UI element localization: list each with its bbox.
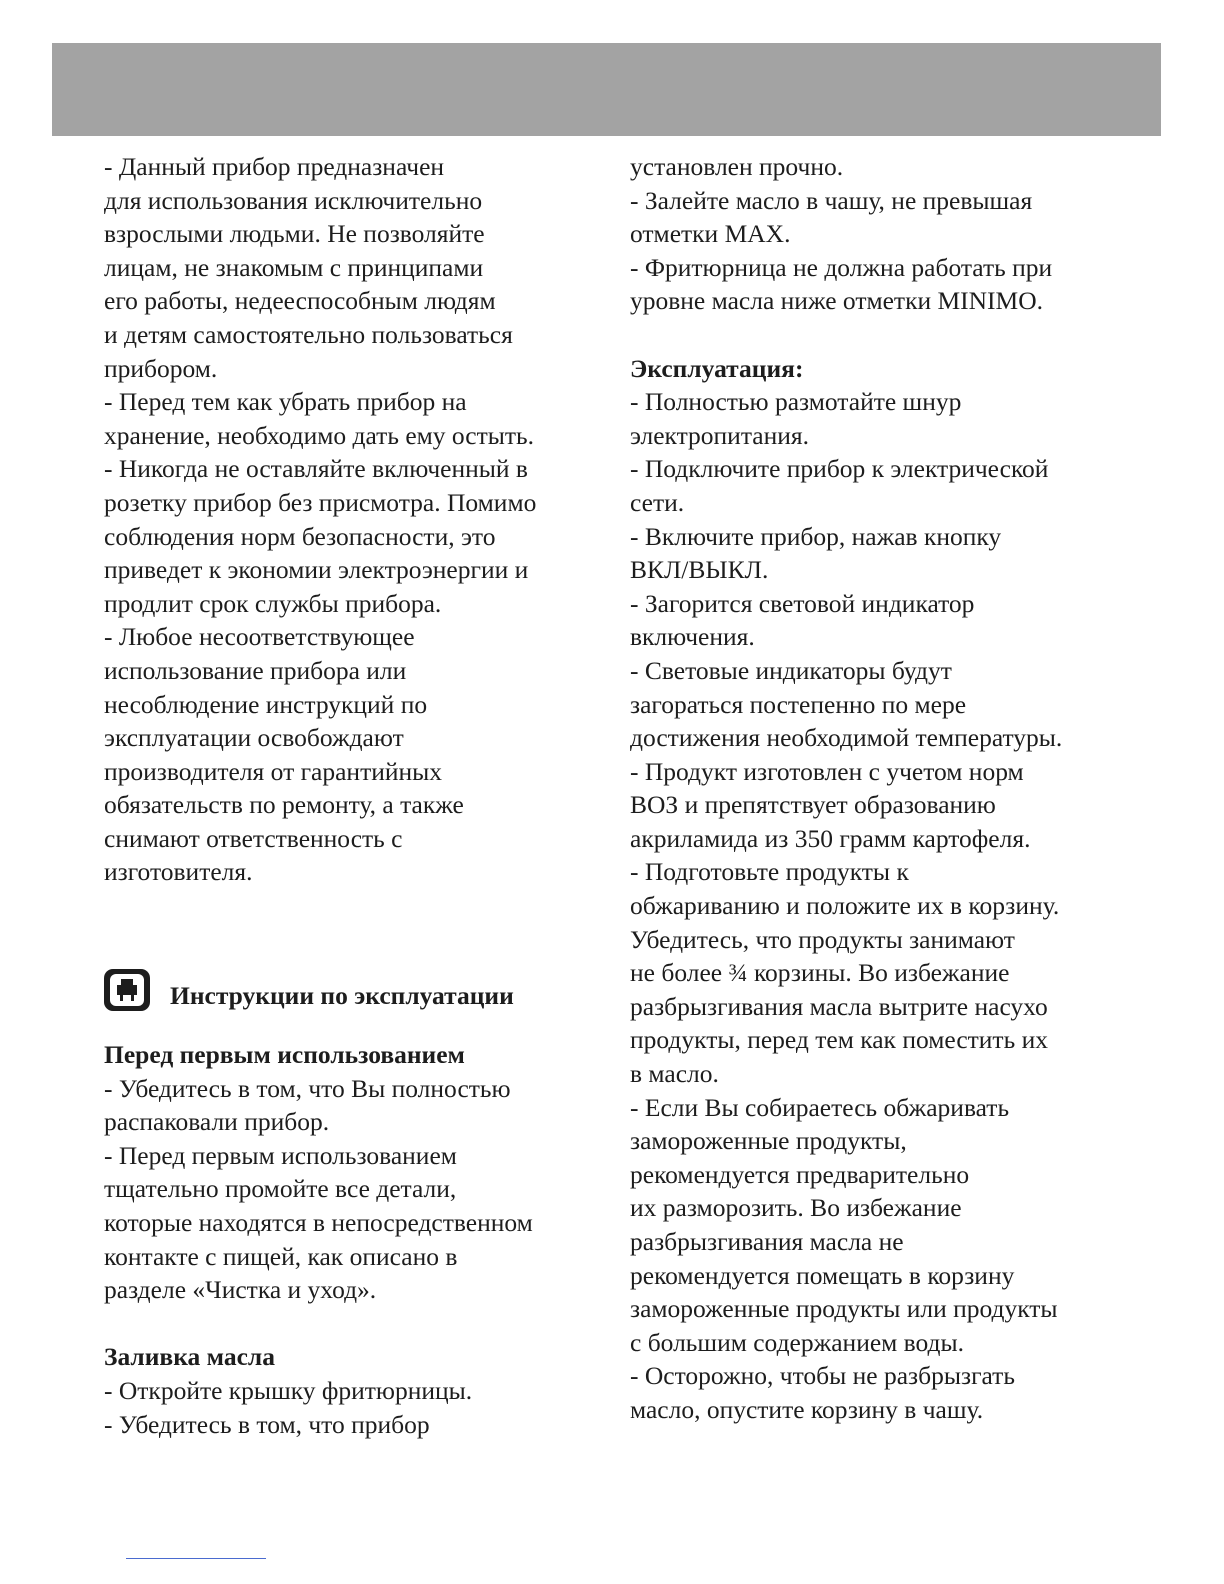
text-line: - Убедитесь в том, что прибор xyxy=(104,1409,430,1439)
first-use-paragraph xyxy=(104,1072,594,1307)
text-line: установлен прочно. xyxy=(630,152,844,181)
text-line: отметки MAX. xyxy=(630,219,791,249)
plug-icon xyxy=(102,967,152,1013)
text-line: - Перед первым использованием xyxy=(104,1140,457,1170)
text-line: замороженные продукты, xyxy=(630,1126,907,1156)
text-line: масло, опустите корзину в чашу. xyxy=(630,1394,984,1424)
text-line: - Подготовьте продукты к xyxy=(630,857,909,887)
text-line: - Откройте крышку фритюрницы. xyxy=(104,1376,473,1405)
text-line: - Никогда не оставляйте включенный в xyxy=(104,454,528,484)
text-line: - Полностью размотайте шнур xyxy=(630,387,962,417)
text-line: - Данный прибор предназначен xyxy=(104,152,445,181)
text-line: тщательно промойте все детали, xyxy=(104,1174,457,1204)
text-line: - Любое несоответствующее xyxy=(104,622,415,652)
first-use-heading: Перед первым использованием xyxy=(104,1040,465,1070)
text-line: замороженные продукты или продукты xyxy=(630,1294,1058,1324)
text-line: разделе «Чистка и уход». xyxy=(104,1275,377,1305)
right-column xyxy=(630,150,1130,1427)
text-line: продукты, перед тем как поместить их xyxy=(630,1025,1048,1055)
text-line: уровне масла ниже отметки MINIMO. xyxy=(630,286,1044,316)
page-header-bar xyxy=(52,43,1161,136)
text-line: - Продукт изготовлен с учетом норм xyxy=(630,756,1024,786)
footer-divider xyxy=(126,1558,266,1559)
text-line: - Перед тем как убрать прибор на xyxy=(104,387,467,417)
text-line: с большим содержанием воды. xyxy=(630,1327,965,1357)
text-line: - Загорится световой индикатор xyxy=(630,588,975,618)
operation-paragraph xyxy=(630,385,1130,1426)
text-line: и детям самостоятельно пользоваться xyxy=(104,319,513,349)
operation-heading: Эксплуатация: xyxy=(630,353,804,383)
text-line: включения. xyxy=(630,622,755,652)
oil-heading: Заливка масла xyxy=(104,1342,275,1372)
text-line: акриламида из 350 грамм картофеля. xyxy=(630,823,1031,853)
text-line: - Включите прибор, нажав кнопку xyxy=(630,521,1002,551)
text-line: производителя от гарантийных xyxy=(104,756,443,786)
section-title: Инструкции по эксплуатации xyxy=(170,981,514,1011)
text-line: распаковали прибор. xyxy=(104,1107,330,1137)
text-line: загораться постепенно по мере xyxy=(630,689,967,719)
text-line: лицам, не знакомым с принципами xyxy=(104,252,484,282)
text-line: разбрызгивания масла не xyxy=(630,1227,904,1256)
text-line: розетку прибор без присмотра. Помимо xyxy=(104,487,537,517)
text-line: не более ¾ корзины. Во избежание xyxy=(630,958,1010,988)
text-line: эксплуатации освобождают xyxy=(104,723,404,753)
text-line: хранение, необходимо дать ему остыть. xyxy=(104,420,535,450)
section-header xyxy=(104,962,594,1018)
text-line: для использования исключительно xyxy=(104,185,483,215)
text-line: продлит срок службы прибора. xyxy=(104,588,442,618)
text-line: прибором. xyxy=(104,353,218,383)
text-line: - Фритюрница не должна работать при xyxy=(630,252,1053,282)
text-line: - Залейте масло в чашу, не превышая xyxy=(630,185,1033,215)
text-line: - Световые индикаторы будут xyxy=(630,655,952,685)
text-line: обязательств по ремонту, а также xyxy=(104,790,464,820)
text-line: использование прибора или xyxy=(104,655,407,685)
text-line: Убедитесь, что продукты занимают xyxy=(630,924,1015,954)
text-line: сети. xyxy=(630,487,685,517)
oil-paragraph-continued xyxy=(630,150,1130,318)
text-line: разбрызгивания масла вытрите насухо xyxy=(630,991,1048,1021)
text-line: достижения необходимой температуры. xyxy=(630,723,1063,753)
text-line: - Если Вы собираетесь обжаривать xyxy=(630,1092,1010,1122)
text-line: которые находятся в непосредственном xyxy=(104,1208,533,1238)
text-line: взрослыми людьми. Не позволяйте xyxy=(104,219,485,249)
text-line: ВОЗ и препятствует образованию xyxy=(630,790,996,820)
left-column xyxy=(104,150,594,1441)
text-line: его работы, недееспособным людям xyxy=(104,286,496,316)
text-line: в масло. xyxy=(630,1059,719,1089)
text-line: их разморозить. Во избежание xyxy=(630,1193,962,1223)
oil-paragraph xyxy=(104,1374,594,1441)
text-line: - Подключите прибор к электрической xyxy=(630,454,1049,484)
text-line: контакте с пищей, как описано в xyxy=(104,1241,458,1271)
text-line: рекомендуется помещать в корзину xyxy=(630,1260,1015,1290)
text-line: приведет к экономии электроэнергии и xyxy=(104,555,529,585)
text-line: - Осторожно, чтобы не разбрызгать xyxy=(630,1361,1015,1391)
text-line: изготовителя. xyxy=(104,857,253,887)
text-line: электропитания. xyxy=(630,420,809,450)
text-line: - Убедитесь в том, что Вы полностью xyxy=(104,1073,511,1103)
text-line: рекомендуется предварительно xyxy=(630,1159,970,1189)
text-line: снимают ответственность с xyxy=(104,823,403,853)
safety-paragraph xyxy=(104,150,594,889)
text-line: несоблюдение инструкций по xyxy=(104,689,428,719)
text-line: обжариванию и положите их в корзину. xyxy=(630,891,1060,921)
text-line: соблюдения норм безопасности, это xyxy=(104,521,496,551)
text-line: ВКЛ/ВЫКЛ. xyxy=(630,555,769,585)
